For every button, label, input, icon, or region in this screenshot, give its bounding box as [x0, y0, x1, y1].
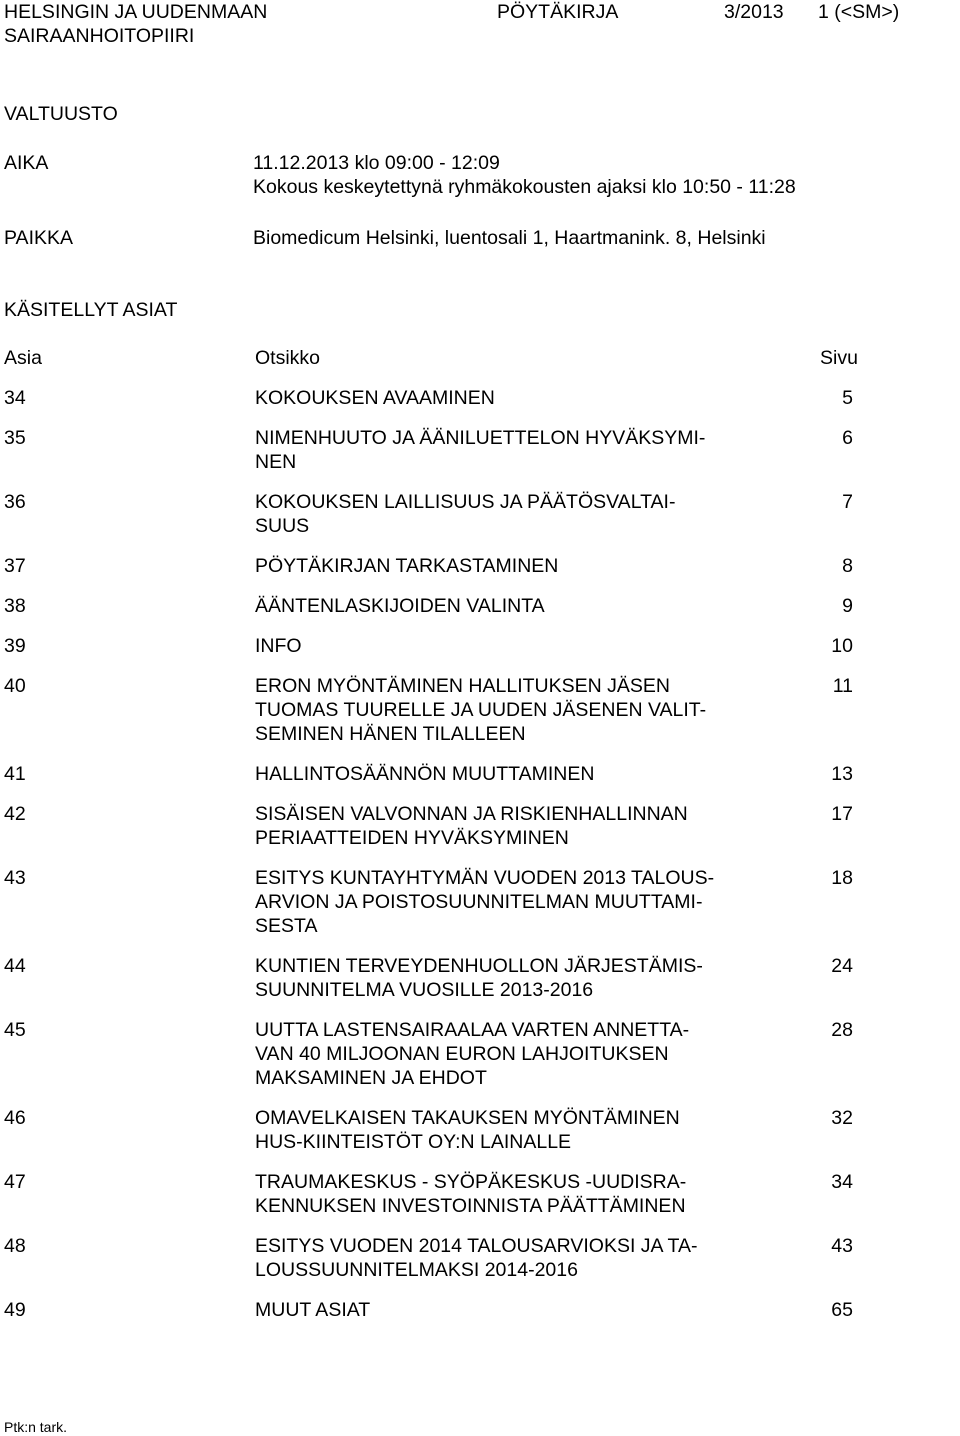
agenda-item-title-line: MAKSAMINEN JA EHDOT [255, 1067, 487, 1089]
agenda-item-title [255, 386, 765, 410]
agenda-item-page: 6 [842, 427, 853, 449]
agenda-item-title-line: TRAUMAKESKUS - SYÖPÄKESKUS -UUDISRA- [255, 1171, 687, 1193]
agenda-item-page: 10 [831, 635, 853, 657]
agenda-item-title [255, 594, 765, 618]
document-type: PÖYTÄKIRJA [497, 1, 619, 23]
place-label: PAIKKA [4, 227, 74, 249]
agenda-item-title-line: SESTA [255, 915, 318, 937]
agenda-item-page: 9 [842, 595, 853, 617]
agenda-item-page: 7 [842, 491, 853, 513]
agenda-item-title [255, 762, 765, 786]
agenda-item-title-line: SUUNNITELMA VUOSILLE 2013-2016 [255, 979, 594, 1001]
agenda-item [0, 1234, 960, 1282]
agenda-item-title-line: MUUT ASIAT [255, 1299, 371, 1321]
agenda-item-title-line: INFO [255, 635, 302, 657]
organization-name [4, 0, 344, 48]
agenda-item [0, 674, 960, 746]
page-indicator: 1 (<SM>) [818, 1, 900, 23]
agenda-item [0, 1106, 960, 1154]
agenda-item [0, 490, 960, 538]
agenda-item-number: 36 [4, 491, 26, 513]
agenda-item-number: 35 [4, 427, 26, 449]
agenda-item [0, 802, 960, 850]
agenda-item [0, 1298, 960, 1322]
agenda-item-title-line: SEMINEN HÄNEN TILALLEEN [255, 723, 526, 745]
agenda-item-number: 49 [4, 1299, 26, 1321]
agenda-item [0, 554, 960, 578]
agenda-item-title [255, 490, 765, 538]
agenda-item-title-line: KUNTIEN TERVEYDENHUOLLON JÄRJESTÄMIS- [255, 955, 703, 977]
column-header-page: Sivu [820, 347, 858, 369]
footer-note: Ptk:n tark. [4, 1419, 68, 1435]
agenda-item-number: 47 [4, 1171, 26, 1193]
agenda-item [0, 386, 960, 410]
agenda-item-title [255, 1298, 765, 1322]
time-label: AIKA [4, 152, 49, 174]
agenda-item-title-line: KOKOUKSEN LAILLISUUS JA PÄÄTÖSVALTAI- [255, 491, 676, 513]
agenda-item-page: 34 [831, 1171, 853, 1193]
agenda-item-title-line: LOUSSUUNNITELMAKSI 2014-2016 [255, 1259, 578, 1281]
agenda-item-number: 42 [4, 803, 26, 825]
agenda-item-title [255, 1018, 765, 1090]
agenda-item [0, 1018, 960, 1090]
agenda-item-title-line: ESITYS KUNTAYHTYMÄN VUODEN 2013 TALOUS- [255, 867, 715, 889]
agenda-item-title-line: ÄÄNTENLASKIJOIDEN VALINTA [255, 595, 545, 617]
organization-line-1: HELSINGIN JA UUDENMAAN [4, 1, 268, 23]
agenda-item-title [255, 1106, 765, 1154]
agenda-item-title-line: VAN 40 MILJOONAN EURON LAHJOITUKSEN [255, 1043, 669, 1065]
agenda-item-number: 38 [4, 595, 26, 617]
column-header-title: Otsikko [255, 347, 321, 369]
agenda-item-title-line: ERON MYÖNTÄMINEN HALLITUKSEN JÄSEN [255, 675, 670, 697]
body-name: VALTUUSTO [4, 103, 118, 125]
agenda-item-title-line: HALLINTOSÄÄNNÖN MUUTTAMINEN [255, 763, 595, 785]
agenda-item-title-line: PÖYTÄKIRJAN TARKASTAMINEN [255, 555, 559, 577]
agenda-item [0, 426, 960, 474]
agenda-item-title-line: ESITYS VUODEN 2014 TALOUSARVIOKSI JA TA- [255, 1235, 698, 1257]
agenda-item-title-line: UUTTA LASTENSAIRAALAA VARTEN ANNETTA- [255, 1019, 690, 1041]
agenda-item-number: 37 [4, 555, 26, 577]
agenda-item [0, 954, 960, 1002]
agenda-item-page: 28 [831, 1019, 853, 1041]
agenda-item-title-line: NEN [255, 451, 297, 473]
time-value [253, 151, 796, 199]
agenda-item-title-line: KENNUKSEN INVESTOINNISTA PÄÄTTÄMINEN [255, 1195, 686, 1217]
organization-line-2: SAIRAANHOITOPIIRI [4, 25, 195, 47]
agenda-item-number: 40 [4, 675, 26, 697]
place-value: Biomedicum Helsinki, luentosali 1, Haartmanink. 8, Helsinki [253, 227, 766, 249]
agenda-item-page: 17 [831, 803, 853, 825]
agenda-item-page: 8 [842, 555, 853, 577]
agenda-item-title-line: OMAVELKAISEN TAKAUKSEN MYÖNTÄMINEN [255, 1107, 680, 1129]
document-number: 3/2013 [724, 1, 784, 23]
agenda-item [0, 866, 960, 938]
agenda-item-title [255, 954, 765, 1002]
agenda-item-title-line: KOKOUKSEN AVAAMINEN [255, 387, 495, 409]
agenda-item-title [255, 802, 765, 850]
agenda-item-page: 18 [831, 867, 853, 889]
agenda-list [0, 386, 960, 1338]
agenda-item-title [255, 674, 765, 746]
agenda-item [0, 594, 960, 618]
agenda-item-title-line: NIMENHUUTO JA ÄÄNILUETTELON HYVÄKSYMI- [255, 427, 706, 449]
agenda-item-title [255, 1170, 765, 1218]
agenda-item-title-line: HUS-KIINTEISTÖT OY:N LAINALLE [255, 1131, 572, 1153]
agenda-item-page: 11 [832, 675, 853, 697]
agenda-item-title [255, 426, 765, 474]
agenda-item-number: 43 [4, 867, 26, 889]
agenda-item [0, 634, 960, 658]
agenda-item-number: 46 [4, 1107, 26, 1129]
agenda-item-page: 5 [842, 387, 853, 409]
agenda-item-page: 32 [831, 1107, 853, 1129]
agenda-item [0, 1170, 960, 1218]
agenda-item-title [255, 1234, 765, 1282]
section-title: KÄSITELLYT ASIAT [4, 299, 178, 321]
agenda-item-page: 43 [831, 1235, 853, 1257]
agenda-item-title [255, 866, 765, 938]
agenda-item-number: 39 [4, 635, 26, 657]
agenda-item [0, 762, 960, 786]
agenda-item-number: 44 [4, 955, 26, 977]
agenda-item-number: 45 [4, 1019, 26, 1041]
agenda-item-title [255, 634, 765, 658]
column-header-number: Asia [4, 347, 42, 369]
time-value-line-2: Kokous keskeytettynä ryhmäkokousten ajaksi klo 10:50 - 11:28 [253, 176, 796, 198]
agenda-item-title-line: TUOMAS TUURELLE JA UUDEN JÄSENEN VALIT- [255, 699, 707, 721]
agenda-item-title-line: ARVION JA POISTOSUUNNITELMAN MUUTTAMI- [255, 891, 703, 913]
agenda-item-number: 34 [4, 387, 26, 409]
agenda-item-number: 48 [4, 1235, 26, 1257]
agenda-item-title [255, 554, 765, 578]
agenda-item-page: 24 [831, 955, 853, 977]
agenda-item-title-line: PERIAATTEIDEN HYVÄKSYMINEN [255, 827, 569, 849]
agenda-item-number: 41 [4, 763, 26, 785]
agenda-item-title-line: SUUS [255, 515, 310, 537]
agenda-item-page: 13 [831, 763, 853, 785]
agenda-item-page: 65 [831, 1299, 853, 1321]
agenda-item-title-line: SISÄISEN VALVONNAN JA RISKIENHALLINNAN [255, 803, 688, 825]
time-value-line-1: 11.12.2013 klo 09:00 - 12:09 [253, 152, 500, 174]
